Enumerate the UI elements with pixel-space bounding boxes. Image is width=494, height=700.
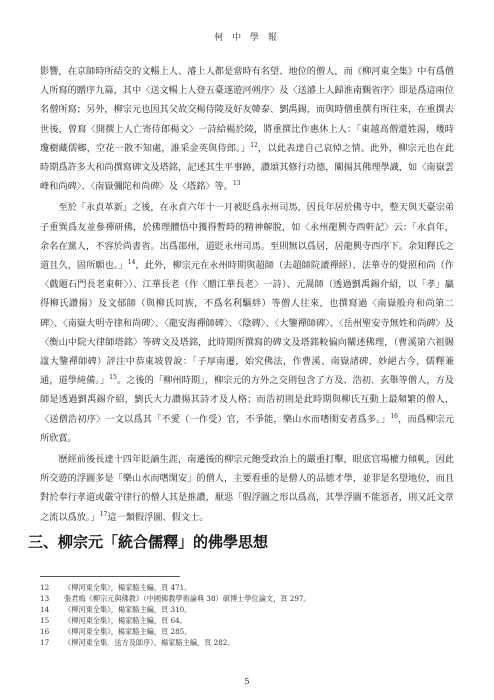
paragraph-text: 至於「永貞革新」之後，在永貞六年十一月被貶爲永州司馬，因長年居於佛寺中，整天與天臺宗弟子重巽爲友並參禪研佛，於佛理體悟中獲得暫時的精神解脫，如〈永州龍興寺西軒記〉云：「永貞年，余名在黨人，不容於尚書省。出爲邵州，道貶永州司馬。至則無以爲居，居龍興寺西序下。余知釋氏之道且久，固所願也。」 [40,202,454,272]
footnote-number: 16 [40,627,50,636]
footnote-text: 《柳河東全集》，楊家駱主編，頁 310。 [64,605,192,614]
running-header: 柯 中 學 報 [214,33,280,43]
footnotes [40,582,454,648]
footnote-number: 12 [40,583,50,592]
footnote-number: 15 [40,616,50,625]
footnote-marker[interactable]: 12 [250,141,258,149]
footnote-text: 張君梅《柳宗元與佛教》（中國佛教學術論典 38）碩博士學位論文，頁 297。 [64,594,311,603]
paragraph-text: ，此外，柳宗元在永州時期與超師（去超師院讀禪經）、法華寺的覺照和尚（作〈戲題石門長老東軒〉）、江華長老（作〈贈江華長老〉一詩）、元暠師（透過劉禹錫介紹，以「孝」贏得柳氏讚揚）及文郁師（與柳氏同族，不爲名利驅絆）等僧人往來，也撰寫過〈南嶽般舟和尚第二碑〉、〈南嶽大明寺律和尚碑〉、〈龍安海禪師碑〉、〈陰碑〉、〈大鑒禪師碑〉、〈岳州聖安寺無姓和尚碑〉及〈衡山中院大律師塔銘〉等碑文及塔銘，此時期所撰寫的碑文及塔銘較偏向闡述佛理，（曹溪第六祖賜諡大鑒禪師碑）評注中恭東坡曾說：「子厚南遷，始究佛法，作曹溪、南嶽諸碑，妙絕古今，儒釋兼通，道學純備。」 [40,260,454,387]
footnote-number: 17 [40,638,50,647]
footnote-text: 《柳河東全集》，楊家駱主編，頁 285。 [64,627,192,636]
footnote-marker[interactable]: 15 [109,374,117,382]
paragraph-text: 這一類假浮圖、假文士。 [107,511,209,523]
footnote-marker[interactable]: 13 [232,180,241,188]
footnote-divider [40,576,180,577]
footnote-number: 14 [40,605,50,614]
body-text [40,62,454,527]
footnote-text: 《柳河東全集》，楊家駱主編，頁 64。 [64,616,187,625]
footnote [40,593,454,604]
paragraph-text: 影響，在京師時所結交的文暢上人、濬上人都是當時有名望、地位的僧人，而《柳河東全集》中有爲僧人所寫的贈序九篇，其中〈送文暢上人登五臺遂遊河朔序〉及〈送濬上人歸淮南覲省序〉即是爲這兩位名僧所寫；另外，柳宗元也因其父故交楊侍陵及好友韓泰、劉禹錫，而與時僧重撰有所往來，在重撰去世後，曾寫〈開撰上人亡寄侍郎楊文〉一詩給楊於陵，將重撰比作惠休上人：「東越高僧還姓湯，幾時瓊樹藏儒鄉，空花一散不知處，誰采金英與侍郎。」 [40,66,454,154]
body-paragraph [40,198,454,448]
paragraph-text: 歷經前後長達十四年貶謫生涯，南遷後的柳宗元飽受政治上的嚴重打擊，眼底官場權力傾軋，因此所交遊的浮圖多是「樂山水而嗜閑安」的僧人，主要看重的是僧人的品德才學，並非是名望地位，而且對於奉行孝道或嚴守律行的僧人其是推讚，厭惡「假浮圖之形以爲高，其學浮圖不能惡者，則又託文章之流以爲放。」 [40,454,454,523]
footnote [40,637,454,648]
section-heading: 三、柳宗元「統合儒釋」的佛學思想 [28,533,269,551]
footnote-marker[interactable]: 16 [390,412,398,420]
paragraph-text: ，而爲柳宗元所欣賞。 [40,413,454,444]
paragraph-text: 。之後的「柳州時期」，柳宗元的方外之交則包含了方及、浩初、玄舉等僧人，方及師是透過劉禹錫介紹，劉氏大力讚揚其詩才及人格；而浩初則是此時期與柳氏互動上最頻繁的僧人，〈送僧浩初序〉一文以爲其「不愛（一作受）官，不爭能，樂山水而嗜閑安者爲多。」 [40,375,454,425]
body-paragraph [40,450,454,527]
footnote-marker[interactable]: 17 [99,510,108,518]
footnote [40,626,454,637]
footnote [40,582,454,593]
footnote-text: 《柳河東全集．送方及師序》，楊家駱主編，頁 282。 [64,638,235,647]
footnote [40,615,454,626]
paragraph-text: ，以此表達自己哀悼之情。此外，柳宗元也在此時期爲許多大和尚撰寫碑文及塔銘，記述其生平事跡，讚頌其修行功德，闡揚其佛理學識，如〈南嶽雲峰和尚碑〉、〈南嶽彌陀和尚碑〉及〈塔銘〉等。 [40,142,454,193]
body-paragraph [40,62,454,196]
footnote-marker[interactable]: 14 [127,258,136,266]
footnote-text: 《柳河東全集》，楊家駱主編，頁 471。 [64,583,192,592]
page-number: 5 [244,677,250,687]
footnote-number: 13 [40,594,50,603]
footnote [40,604,454,615]
